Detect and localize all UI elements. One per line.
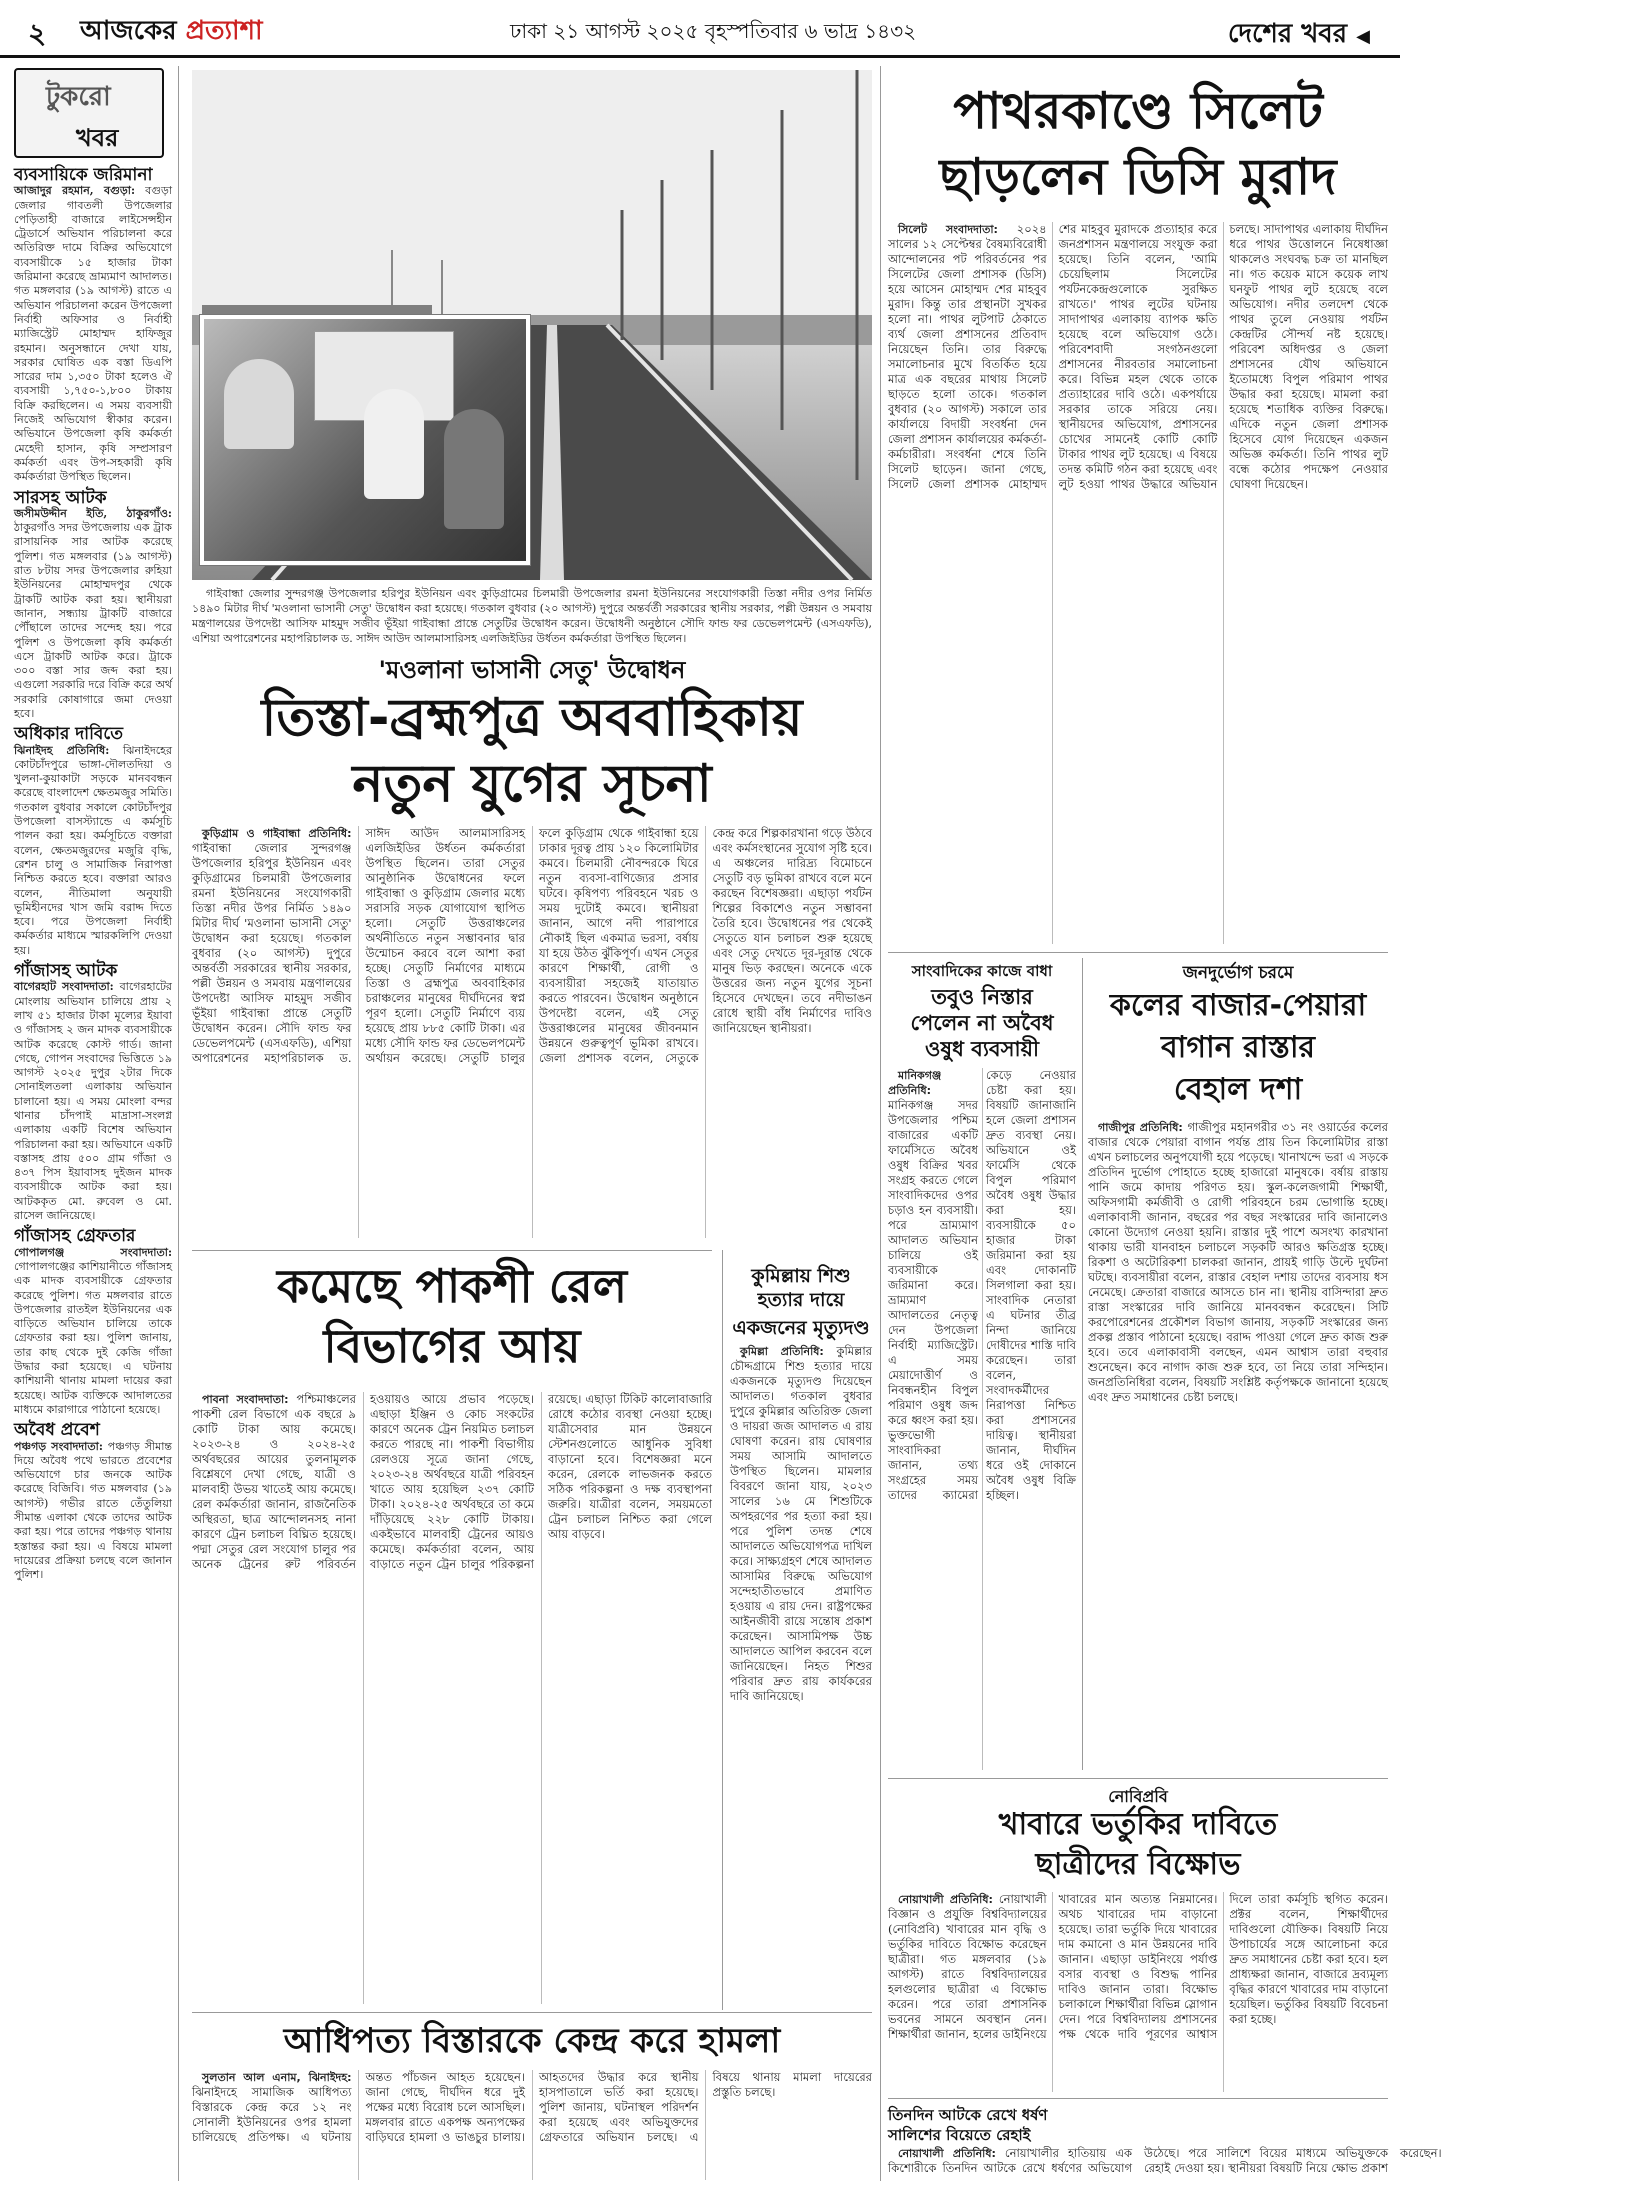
adhipatya-body — [192, 2070, 872, 2180]
section-name — [1228, 13, 1370, 57]
pathorkanda-text: ২০২৪ সালের ১২ সেপ্টেম্বর বৈষম্যবিরোধী আন্দোলনের পট পরিবর্তনের পর সিলেটের জেলা প্রশাসক (ডিসি) হয়ে আসেন মোহাম্মদ শের মাহবুব মুরাদ। কিন্তু তার প্রস্থানটা সুখকর হলো না। পাথর লুটপাট ঠেকাতে ব্যর্থ জেলা প্রশাসনের প্রতিবাদ নিয়েছেন তিনি। তার বিরুদ্ধে সমালোচনার মুখে বিতর্কিত হয়ে মাত্র এক বছরের মাথায় সিলেট ছাড়তে হলো তাকে। গতকাল বুধবার (২০ আগস্ট) সকালে তার কার্যালয়ে বিদায়ী সংবর্ধনা দেন জেলা প্রশাসন কার্যালয়ের কর্মকর্তা-কর্মচারীরা। সংবর্ধনা শেষে তিনি সিলেট ছাড়েন। জানা গেছে, সিলেট জেলা প্রশাসক মোহাম্মদ শের মাহবুব মুরাদকে প্রত্যাহার করে জনপ্রশাসন মন্ত্রণালয়ে সংযুক্ত করা হয়েছে। তিনি বলেন, 'আমি চেয়েছিলাম সিলেটের পর্যটনকেন্দ্রগুলোকে সুরক্ষিত রাখতে।' পাথর লুটের ঘটনায় সাদাপাথর এলাকায় ব্যাপক ক্ষতি হয়েছে বলে অভিযোগ ওঠে। পরিবেশবাদী সংগঠনগুলো প্রশাসনের নীরবতার সমালোচনা করে। বিভিন্ন মহল থেকে তাকে প্রত্যাহারের দাবি ওঠে। একপর্যায়ে সরকার তাকে সরিয়ে নেয়। স্থানীয়দের অভিযোগ, প্রশাসনের চোখের সামনেই কোটি কোটি টাকার পাথর লুট হয়েছে। এ বিষয়ে তদন্ত কমিটি গঠন করা হয়েছে এবং লুট হওয়া পাথর উদ্ধারে অভিযান চলছে। সাদাপাথর এলাকায় দীর্ঘদিন ধরে পাথর উত্তোলনে নিষেধাজ্ঞা থাকলেও সংঘবদ্ধ চক্র তা মানছিল না। গত কয়েক মাসে কয়েক লাখ ঘনফুট পাথর লুট হয়েছে বলে অভিযোগ। নদীর তলদেশ থেকে পাথর তুলে নেওয়ায় পর্যটন কেন্দ্রটির সৌন্দর্য নষ্ট হয়েছে। পরিবেশ অধিদপ্তর ও জেলা প্রশাসনের যৌথ অভিযানে ইতোমধ্যে বিপুল পরিমাণ পাথর উদ্ধার করা হয়েছে। মামলা করা হয়েছে শতাধিক ব্যক্তির বিরুদ্ধে। এদিকে নতুন জেলা প্রশাসক হিসেবে যোগ দিয়েছেন একজন অভিজ্ঞ কর্মকর্তা। তিনি পাথর লুট বন্ধে কঠোর পদক্ষেপ নেওয়ার ঘোষণা দিয়েছেন। — [888, 222, 1388, 491]
peyara-byline: গাজীপুর প্রতিনিধি: — [1098, 1121, 1183, 1134]
sidebar-item — [14, 1226, 172, 1417]
sidebar-item-title: ব্যবসায়িকে জরিমানা — [14, 165, 153, 185]
sidebar-item-title: সারসহ আটক — [14, 487, 107, 508]
page-number: ২ — [28, 17, 47, 50]
dharshan-headline-line1: তিনদিন আটকে রেখে ধর্ষণ — [888, 2106, 1048, 2124]
sidebar-item — [14, 724, 172, 958]
peyara-headline-line1: কলের বাজার-পেয়ারা — [1109, 988, 1367, 1023]
dharshan-body — [888, 2146, 1442, 2182]
sidebar-item-body: পঞ্চগড় সীমান্ত দিয়ে অবৈধ পথে ভারতে প্রবেশের অভিযোগে চার জনকে আটক করেছে বিজিবি। গত মঙ্গলবার (১৯ আগস্ট) গভীর রাতে তেঁতুলিয়া সীমান্ত এলাকা থেকে তাদের আটক করা হয়। পরে তাদের পঞ্চগড় থানায় হস্তান্তর করা হয়। এ বিষয়ে মামলা দায়েরের প্রক্রিয়া চলছে বলে জানান পুলিশ। — [14, 1439, 173, 1582]
inset-person — [444, 409, 504, 529]
sidebar-item-body: ঠাকুরগাঁও সদর উপজেলায় এক ট্রাক রাসায়নিক সার আটক করেছে পুলিশ। গত মঙ্গলবার (১৯ আগস্ট) রাত ৮টায় সদর উপজেলার রুহিয়া ইউনিয়নের মোহাম্মদপুর থেকে ট্রাকটি আটক করা হয়। স্থানীয়রা জানান, সন্ধ্যায় ট্রাকটি বাজারে পৌঁছালে তাদের সন্দেহ হয়। পরে পুলিশ ও উপজেলা কৃষি কর্মকর্তা এসে ট্রাকটি আটক করে। ট্রাকে ৩০০ বস্তা সার জব্দ করা হয়। এগুলো সরকারি দরে বিক্রি করে অর্থ সরকারি কোষাগারে জমা দেওয়া হবে। — [14, 521, 172, 720]
sidebar-item-byline: পঞ্চগড় সংবাদদাতা: — [14, 1439, 103, 1453]
lead-headline-line1: তিস্তা-ব্রহ্মপুত্র অববাহিকায় — [261, 688, 803, 748]
divider — [1082, 958, 1083, 1770]
comilla-text: কুমিল্লার চৌদ্দগ্রামে শিশু হত্যার দায়ে একজনকে মৃত্যুদণ্ড দিয়েছেন আদালত। গতকাল বুধবার দুপুরে কুমিল্লার অতিরিক্ত জেলা ও দায়রা জজ আদালত এ রায় ঘোষণা করেন। রায় ঘোষণার সময় আসামি আদালতে উপস্থিত ছিলেন। মামলার বিবরণে জানা যায়, ২০২৩ সালের ১৬ মে শিশুটিকে অপহরণের পর হত্যা করা হয়। পরে পুলিশ তদন্ত শেষে আদালতে অভিযোগপত্র দাখিল করে। সাক্ষ্যগ্রহণ শেষে আদালত আসামির বিরুদ্ধে অভিযোগ সন্দেহাতীতভাবে প্রমাণিত হওয়ায় এ রায় দেন। রাষ্ট্রপক্ষের আইনজীবী রায়ে সন্তোষ প্রকাশ করেছেন। আসামিপক্ষ উচ্চ আদালতে আপিল করবেন বলে জানিয়েছেন। নিহত শিশুর পরিবার দ্রুত রায় কার্যকরের দাবি জানিয়েছে। — [730, 1344, 872, 1703]
dharshan-byline: নোয়াখালী প্রতিনিধি: — [898, 2147, 996, 2160]
sidebar-item-byline: গোপালগঞ্জ সংবাদদাতা: — [14, 1245, 172, 1259]
sidebar-item — [14, 1420, 173, 1582]
sidebar-item-body: বগুড়া জেলার গাবতলী উপজেলার পেড়িতাহী বাজারে লাইসেন্সহীন ট্রেডার্সে অভিযান পরিচালনা করে অতিরিক্ত দামে বিক্রির অভিযোগে ব্যবসায়ীকে ১৫ হাজার টাকা জরিমানা করেছে ভ্রাম্যমাণ আদালত। গত মঙ্গলবার (১৯ আগস্ট) রাতে এ অভিযান পরিচালনা করেন উপজেলা নির্বাহী অফিসার ও নির্বাহী ম্যাজিস্ট্রেট মোহাম্মদ হাফিজুর রহমান। অনুসন্ধানে দেখা যায়, সরকার ঘোষিত এক বস্তা ডিএপি সারের দাম ১,৩৫০ টাকা হলেও ঐ ব্যবসায়ী ১,৭৫০-১,৮০০ টাকায় বিক্রি করছিলেন। এ সময় ব্যবসায়ী নিজেই অভিযোগ স্বীকার করেন। অভিযানে উপজেলা কৃষি কর্মকর্তা মেহেদী হাসান, কৃষি সম্প্রসারণ কর্মকর্তা এবং উপ-সহকারী কৃষি কর্মকর্তারা উপস্থিত ছিলেন। — [14, 184, 173, 484]
arrow-left-icon: ◀ — [1356, 26, 1370, 47]
newspaper-name — [80, 10, 263, 54]
sidebar-item-title: গাঁজাসহ আটক — [14, 961, 118, 982]
reporter-byline: মানিকগঞ্জ প্রতিনিধি: — [888, 1069, 942, 1097]
sidebar-item-byline: আজাদুর রহমান, বগুড়া: — [14, 184, 136, 198]
sidebar-item — [14, 961, 172, 1223]
divider — [722, 1250, 723, 2010]
peyara-headline-line3: বেহাল দশা — [1173, 1072, 1303, 1107]
photo-caption: গাইবান্ধা জেলার সুন্দরগঞ্জ উপজেলার হরিপুর ইউনিয়ন এবং কুড়িগ্রামের চিলমারী উপজেলার রমনা ইউনিয়নের সংযোগকারী তিস্তা নদীর ওপর নির্মিত ১৪৯০ মিটার দীর্ঘ 'মওলানা ভাসানী সেতু' উদ্বোধন করা হয়েছে। গতকাল বুধবার (২০ আগস্ট) দুপুরে অন্তর্বর্তী সরকারের স্থানীয় সরকার, পল্লী উন্নয়ন ও সমবায় মন্ত্রণালয়ের উপদেষ্টা আসিফ মাহমুদ সজীব ভূঁইয়া গাইবান্ধা প্রান্তে সেতুটির উদ্বোধন করেন। উদ্বোধনী অনুষ্ঠানে সৌদি ফান্ড ফর ডেভেলপমেন্ট (এসএফডি), এশিয়া অপারেশনের মহাপরিচালক ড. সাঈদ আউদ আলমাসারিসহ এলজিইডির উর্ধতন কর্মকর্তারা উপস্থিত ছিলেন। — [192, 587, 872, 645]
inset-person — [364, 389, 424, 499]
reporter-body — [888, 1068, 1076, 1770]
dharshan-text: নোয়াখালীর হাতিয়ায় এক কিশোরীকে তিনদিন আটকে রেখে ধর্ষণের অভিযোগ উঠেছে। পরে সালিশে বিয়ের মাধ্যমে অভিযুক্তকে রেহাই দেওয়া হয়। স্থানীয়রা বিষয়টি নিয়ে ক্ষোভ প্রকাশ করেছেন। — [888, 2146, 1442, 2175]
paksey-text: পশ্চিমাঞ্চলের পাকশী রেল বিভাগে এক বছরে ৯ কোটি টাকা আয় কমেছে। ২০২৩-২৪ ও ২০২৪-২৫ অর্থবছরের আয়ের তুলনামূলক বিশ্লেষণে দেখা গেছে, যাত্রী ও মালবাহী উভয় খাতেই আয় কমেছে। রেল কর্মকর্তারা জানান, রাজনৈতিক অস্থিরতা, ছাত্র আন্দোলনসহ নানা কারণে ট্রেন চলাচল বিঘ্নিত হয়েছে। পদ্মা সেতুর রেল সংযোগ চালুর পর অনেক ট্রেনের রুট পরিবর্তন হওয়ায়ও আয়ে প্রভাব পড়েছে। এছাড়া ইঞ্জিন ও কোচ সংকটের কারণে অনেক ট্রেন নিয়মিত চলাচল করতে পারছে না। পাকশী বিভাগীয় রেলওয়ে সূত্রে জানা গেছে, ২০২৩-২৪ অর্থবছরে যাত্রী পরিবহন খাতে আয় হয়েছিল ২৩৭ কোটি টাকা। ২০২৪-২৫ অর্থবছরে তা কমে দাঁড়িয়েছে ২২৮ কোটি টাকায়। একইভাবে মালবাহী ট্রেনের আয়ও কমেছে। কর্মকর্তারা বলেন, আয় বাড়াতে নতুন ট্রেন চালুর পরিকল্পনা রয়েছে। এছাড়া টিকিট কালোবাজারি রোধে কঠোর ব্যবস্থা নেওয়া হচ্ছে। যাত্রীসেবার মান উন্নয়নে স্টেশনগুলোতে আধুনিক সুবিধা বাড়ানো হবে। বিশেষজ্ঞরা মনে করেন, রেলকে লাভজনক করতে সঠিক পরিকল্পনা ও দক্ষ ব্যবস্থাপনা জরুরি। যাত্রীরা বলেন, সময়মতো ট্রেন চলাচল নিশ্চিত করা গেলে আয় বাড়বে। — [192, 1392, 712, 1571]
newspaper-name-part2: প্রত্যাশা — [185, 16, 263, 46]
inset-person — [224, 359, 294, 449]
reporter-headline-line2: পেলেন না অবৈধ — [910, 1011, 1054, 1035]
peyara-text: গাজীপুর মহানগরীর ৩১ নং ওয়ার্ডের কলের বাজার থেকে পেয়ারা বাগান পর্যন্ত প্রায় তিন কিলোমিটার রাস্তা এখন চলাচলের অনুপযোগী হয়ে পড়েছে। খানাখন্দে ভরা এ সড়কে প্রতিদিন দুর্ভোগ পোহাতে হচ্ছে হাজারো মানুষকে। বর্ষায় রাস্তায় পানি জমে কাদায় পরিণত হয়। স্কুল-কলেজগামী শিক্ষার্থী, অফিসগামী কর্মজীবী ও রোগী পরিবহনে চরম ভোগান্তি হচ্ছে। এলাকাবাসী জানান, বছরের পর বছর সংস্কারের দাবি জানালেও কোনো উদ্যোগ নেওয়া হয়নি। রাস্তার দুই পাশে অসংখ্য কারখানা থাকায় ভারী যানবাহন চলাচলে সড়কটি আরও ক্ষতিগ্রস্ত হচ্ছে। রিকশা ও অটোরিকশা চালকরা জানান, প্রায়ই গাড়ি উল্টে দুর্ঘটনা ঘটছে। ব্যবসায়ীরা বলেন, রাস্তার বেহাল দশায় তাদের ব্যবসায় ধস নেমেছে। ক্রেতারা বাজারে আসতে চান না। স্থানীয় বাসিন্দারা দ্রুত রাস্তা সংস্কারের দাবি জানিয়ে মানববন্ধন করেছেন। সিটি করপোরেশনের প্রকৌশল বিভাগ জানায়, সড়কটি সংস্কারের জন্য প্রকল্প প্রস্তাব পাঠানো হয়েছে। বরাদ্দ পাওয়া গেলে দ্রুত কাজ শুরু হবে। তবে এলাকাবাসী বলছেন, এমন আশ্বাস তারা বহুবার শুনেছেন। কবে নাগাদ কাজ শুরু হবে, তা নিয়ে তারা সন্দিহান। জনপ্রতিনিধিরা বলেন, বিষয়টি সংশ্লিষ্ট কর্তৃপক্ষকে জানানো হয়েছে এবং দ্রুত সমাধানের চেষ্টা চলছে। — [1088, 1120, 1388, 1404]
sidebar-item-byline: ঝিনাইদহ প্রতিনিধি: — [14, 743, 110, 757]
lead-headline-line2: নতুন যুগের সূচনা — [352, 754, 712, 814]
peyara-headline-line2: বাগান রাস্তার — [1160, 1030, 1316, 1065]
divider — [192, 2012, 872, 2013]
dharshan-headline-line2: সালিশের বিয়েতে রেহাই — [888, 2126, 1031, 2144]
sidebar-item-title: অবৈধ প্রবেশ — [14, 1420, 100, 1441]
paksey-body — [192, 1392, 712, 2004]
inset-photo — [200, 315, 530, 565]
sidebar-news — [14, 162, 172, 2182]
lead-story-byline: কুড়িগ্রাম ও গাইবান্ধা প্রতিনিধি: — [202, 827, 352, 840]
comilla-kicker-line1: কুমিল্লায় শিশু — [751, 1265, 851, 1287]
divider — [880, 66, 881, 2181]
paksey-headline-line1: কমেছে পাকশী রেল — [277, 1259, 627, 1313]
comilla-body — [730, 1344, 872, 2004]
pathorkanda-headline-line2: ছাড়লেন ডিসি মুরাদ — [939, 148, 1337, 206]
sidebar-item — [14, 165, 173, 485]
dateline: ঢাকা ২১ আগস্ট ২০২৫ বৃহস্পতিবার ৬ ভাদ্র ১৪৩২ — [510, 19, 917, 43]
students-byline: নোয়াখালী প্রতিনিধি: — [898, 1893, 993, 1906]
reporter-text: মানিকগঞ্জ সদর উপজেলার পশ্চিম বাজারের একটি ফার্মেসিতে অবৈধ ওষুধ বিক্রির খবর সংগ্রহ করতে গেলে সাংবাদিকদের ওপর চড়াও হন ব্যবসায়ী। পরে ভ্রাম্যমাণ আদালত অভিযান চালিয়ে ওই ব্যবসায়ীকে জরিমানা করে। ভ্রাম্যমাণ আদালতের নেতৃত্ব দেন উপজেলা নির্বাহী ম্যাজিস্ট্রেট। এ সময় মেয়াদোত্তীর্ণ ও নিবন্ধনহীন বিপুল পরিমাণ ওষুধ জব্দ করে ধ্বংস করা হয়। ভুক্তভোগী সাংবাদিকরা জানান, তথ্য সংগ্রহের সময় তাদের ক্যামেরা কেড়ে নেওয়ার চেষ্টা করা হয়। বিষয়টি জানাজানি হলে জেলা প্রশাসন দ্রুত ব্যবস্থা নেয়। অভিযানে ওই ফার্মেসি থেকে বিপুল পরিমাণ অবৈধ ওষুধ উদ্ধার করা হয়। ব্যবসায়ীকে ৫০ হাজার টাকা জরিমানা করা হয় এবং দোকানটি সিলগালা করা হয়। সাংবাদিক নেতারা এ ঘটনার তীব্র নিন্দা জানিয়ে দোষীদের শাস্তি দাবি করেছেন। তারা বলেন, সংবাদকর্মীদের নিরাপত্তা নিশ্চিত করা প্রশাসনের দায়িত্ব। স্থানীয়রা জানান, দীর্ঘদিন ধরে ওই দোকানে অবৈধ ওষুধ বিক্রি হচ্ছিল। — [888, 1068, 1076, 1502]
section-label: দেশের খবর — [1227, 19, 1348, 49]
divider — [888, 1778, 1388, 1779]
pathorkanda-body — [888, 222, 1388, 944]
lead-story-text: গাইবান্ধা জেলার সুন্দরগঞ্জ উপজেলার হরিপুর ইউনিয়ন এবং কুড়িগ্রামের চিলমারী উপজেলার রমনা ইউনিয়নের সংযোগকারী তিস্তা নদীর উপর নির্মিত ১৪৯০ মিটার দীর্ঘ 'মওলানা ভাসানী সেতু' উদ্বোধন করা হয়েছে। গতকাল বুধবার (২০ আগস্ট) দুপুরে অন্তর্বর্তী সরকারের স্থানীয় সরকার, পল্লী উন্নয়ন ও সমবায় মন্ত্রণালয়ের উপদেষ্টা আসিফ মাহমুদ সজীব ভূঁইয়া গাইবান্ধা প্রান্তে সেতুটি উদ্বোধন করেন। সৌদি ফান্ড ফর ডেভেলপমেন্ট (এসএফডি), এশিয়া অপারেশনের মহাপরিচালক ড. সাঈদ আউদ আলমাসারিসহ এলজিইডির উর্ধতন কর্মকর্তারা উপস্থিত ছিলেন। তারা সেতুর আনুষ্ঠানিক উদ্বোধনের ফলে গাইবান্ধা ও কুড়িগ্রাম জেলার মধ্যে সরাসরি সড়ক যোগাযোগ স্থাপিত হলো। সেতুটি উত্তরাঞ্চলের অর্থনীতিতে নতুন সম্ভাবনার দ্বার উন্মোচন করবে বলে আশা করা হচ্ছে। সেতুটি নির্মাণের মাধ্যমে তিস্তা ও ব্রহ্মপুত্র অববাহিকার চরাঞ্চলের মানুষের দীর্ঘদিনের স্বপ্ন পূরণ হলো। সেতুটি নির্মাণে ব্যয় হয়েছে প্রায় ৮৮৫ কোটি টাকা। এর মধ্যে সৌদি ফান্ড ফর ডেভেলপমেন্ট অর্থায়ন করেছে। সেতুটি চালুর ফলে কুড়িগ্রাম থেকে গাইবান্ধা হয়ে ঢাকার দূরত্ব প্রায় ১২০ কিলোমিটার কমবে। চিলমারী নৌবন্দরকে ঘিরে নতুন ব্যবসা-বাণিজ্যের প্রসার ঘটবে। কৃষিপণ্য পরিবহনে খরচ ও সময় দুটোই কমবে। স্থানীয়রা জানান, আগে নদী পারাপারে নৌকাই ছিল একমাত্র ভরসা, বর্ষায় যা হয়ে উঠত ঝুঁকিপূর্ণ। এখন সেতুর কারণে শিক্ষার্থী, রোগী ও ব্যবসায়ীরা সহজেই যাতায়াত করতে পারবেন। উদ্বোধন অনুষ্ঠানে উপদেষ্টা বলেন, এই সেতু উত্তরাঞ্চলের মানুষের জীবনমান উন্নয়নে গুরুত্বপূর্ণ ভূমিকা রাখবে। জেলা প্রশাসক বলেন, সেতুকে কেন্দ্র করে শিল্পকারখানা গড়ে উঠবে এবং কর্মসংস্থানের সুযোগ সৃষ্টি হবে। এ অঞ্চলের দারিদ্র্য বিমোচনে সেতুটি বড় ভূমিকা রাখবে বলে মনে করছেন বিশেষজ্ঞরা। এছাড়া পর্যটন শিল্পের বিকাশেও নতুন সম্ভাবনা তৈরি হবে। উদ্বোধনের পর থেকেই সেতুতে যান চলাচল শুরু হয়েছে এবং সেতু দেখতে দূর-দূরান্ত থেকে মানুষ ভিড় করছেন। অনেকে একে উত্তরের জন্য নতুন যুগের সূচনা হিসেবে দেখছেন। তবে নদীভাঙন রোধে স্থায়ী বাঁধ নির্মাণের দাবিও জানিয়েছেন স্থানীয়রা। — [192, 826, 872, 1065]
divider — [192, 1250, 712, 1251]
students-headline-line2: ছাত্রীদের বিক্ষোভ — [1035, 1847, 1241, 1882]
divider — [888, 952, 1388, 953]
paksey-headline-line2: বিভাগের আয় — [323, 1319, 581, 1373]
sidebar-item-title: গাঁজাসহ গ্রেফতার — [14, 1226, 136, 1247]
lead-kicker: 'মওলানা ভাসানী সেতু' উদ্বোধন — [378, 656, 686, 684]
students-body — [888, 1892, 1388, 2092]
sidebar-divider — [178, 66, 179, 2181]
peyara-body — [1088, 1120, 1388, 1770]
comilla-byline: কুমিল্লা প্রতিনিধি: — [740, 1345, 824, 1358]
divider — [888, 2098, 1388, 2099]
adhipatya-text: ঝিনাইদহে সামাজিক আধিপত্য বিস্তারকে কেন্দ্র করে ১২ নং সোনালী ইউনিয়নের ওপর হামলা চালিয়েছে প্রতিপক্ষ। এ ঘটনায় অন্তত পাঁচজন আহত হয়েছেন। জানা গেছে, দীর্ঘদিন ধরে দুই পক্ষের মধ্যে বিরোধ চলে আসছিল। মঙ্গলবার রাতে একপক্ষ অন্যপক্ষের বাড়িঘরে হামলা ও ভাঙচুর চালায়। আহতদের উদ্ধার করে স্থানীয় হাসপাতালে ভর্তি করা হয়েছে। পুলিশ জানায়, ঘটনাস্থল পরিদর্শন করা হয়েছে এবং অভিযুক্তদের গ্রেফতারে অভিযান চলছে। এ বিষয়ে থানায় মামলা দায়েরের প্রস্তুতি চলছে। — [192, 2070, 872, 2144]
bridge-photo — [192, 70, 872, 580]
pathorkanda-headline-line1: পাথরকাণ্ডে সিলেট — [953, 82, 1323, 140]
pathorkanda-byline: সিলেট সংবাদদাতা: — [898, 223, 998, 236]
sidebar-item-byline: বাগেরহাট সংবাদদাতা: — [14, 980, 114, 994]
adhipatya-headline: আধিপত্য বিস্তারকে কেন্দ্র করে হামলা — [283, 2021, 781, 2061]
students-kicker: নোবিপ্রবি — [1108, 1787, 1168, 1806]
sidebar-item-byline: জসীমউদ্দীন ইতি, ঠাকুরগাঁও: — [14, 506, 172, 520]
adhipatya-byline: সুলতান আল এনাম, ঝিনাইদহ: — [202, 2071, 352, 2084]
sidebar-item-body: বাগেরহাটের মোংলায় অভিযান চালিয়ে প্রায় ২ লাখ ৫১ হাজার টাকা মূল্যের ইয়াবা ও গাঁজাসহ ২ জন মাদক ব্যবসায়ীকে আটক করেছে কোস্ট গার্ড। জানা গেছে, গোপন সংবাদের ভিত্তিতে ১৯ আগস্ট ২০২৫ দুপুর ২টার দিকে সোনাইলতলা এলাকায় অভিযান চালানো হয়। এ সময় মোংলা বন্দর থানার চাঁদপাই মাদ্রাসা-সংলগ্ন এলাকায় একটি বিশেষ অভিযান পরিচালনা করা হয়। অভিযানে একটি বস্তাসহ প্রায় ৫০০ গ্রাম গাঁজা ও ৪৩৭ পিস ইয়াবাসহ দুইজন মাদক ব্যবসায়ীকে আটক করা হয়। আটককৃত মো. রুবেল ও মো. রাসেল জানিয়েছে। — [14, 980, 172, 1223]
paksey-byline: পাবনা সংবাদদাতা: — [202, 1393, 289, 1406]
comilla-kicker-line2: হত্যার দায়ে — [757, 1289, 845, 1311]
reporter-headline-line1: তবুও নিস্তার — [931, 985, 1033, 1009]
students-text: নোয়াখালী বিজ্ঞান ও প্রযুক্তি বিশ্ববিদ্যালয়ের (নোবিপ্রবি) খাবারের মান বৃদ্ধি ও ভর্তুকির দাবিতে বিক্ষোভ করেছেন ছাত্রীরা। গত মঙ্গলবার (১৯ আগস্ট) রাতে বিশ্ববিদ্যালয়ের হলগুলোর ছাত্রীরা এ বিক্ষোভ করেন। পরে তারা প্রশাসনিক ভবনের সামনে অবস্থান নেন। শিক্ষার্থীরা জানান, হলের ডাইনিংয়ে খাবারের মান অত্যন্ত নিম্নমানের। অথচ খাবারের দাম বাড়ানো হয়েছে। তারা ভর্তুকি দিয়ে খাবারের দাম কমানো ও মান উন্নয়নের দাবি জানান। এছাড়া ডাইনিংয়ে পর্যাপ্ত বসার ব্যবস্থা ও বিশুদ্ধ পানির দাবিও জানান তারা। বিক্ষোভ চলাকালে শিক্ষার্থীরা বিভিন্ন স্লোগান দেন। পরে বিশ্ববিদ্যালয় প্রশাসনের পক্ষ থেকে দাবি পূরণের আশ্বাস দিলে তারা কর্মসূচি স্থগিত করেন। প্রক্টর বলেন, শিক্ষার্থীদের দাবিগুলো যৌক্তিক। বিষয়টি নিয়ে উপাচার্যের সঙ্গে আলোচনা করে দ্রুত সমাধানের চেষ্টা করা হবে। হল প্রাধ্যক্ষরা জানান, বাজারে দ্রব্যমূল্য বৃদ্ধির কারণে খাবারের দাম বাড়ানো হয়েছিল। ভর্তুকির বিষয়টি বিবেচনা করা হচ্ছে। — [888, 1892, 1388, 2041]
reporter-kicker: সাংবাদিকের কাজে বাধা — [911, 962, 1053, 980]
newspaper-name-part1: আজকের — [80, 16, 186, 46]
reporter-headline-line3: ওষুধ ব্যবসায়ী — [925, 1037, 1039, 1061]
comilla-headline: একজনের মৃত্যুদণ্ড — [732, 1317, 870, 1339]
sidebar-item-body: গোপালগঞ্জের কাশিয়ানীতে গাঁজাসহ এক মাদক ব্যবসায়ীকে গ্রেফতার করেছে পুলিশ। গত মঙ্গলবার রাতে উপজেলার রাতইল ইউনিয়নের এক বাড়িতে অভিযান চালিয়ে তাকে গ্রেফতার করা হয়। পুলিশ জানায়, তার কাছ থেকে দুই কেজি গাঁজা উদ্ধার করা হয়েছে। এ ঘটনায় কাশিয়ানী থানায় মামলা দায়ের করা হয়েছে। আটক ব্যক্তিকে আদালতের মাধ্যমে কারাগারে পাঠানো হয়েছে। — [14, 1259, 172, 1416]
lead-story-body — [192, 826, 872, 1238]
sidebar-item — [14, 487, 172, 722]
peyara-kicker: জনদুর্ভোগ চরমে — [1182, 963, 1294, 983]
sidebar-logo-line2: খবর — [76, 124, 119, 152]
students-headline-line1: খাবারে ভর্তুকির দাবিতে — [998, 1807, 1278, 1842]
sidebar-item-body: ঝিনাইদহের কোটচাঁদপুরে ভাঙ্গা-দৌলতদিয়া ও খুলনা-কুয়াকাটা সড়কে মানববন্ধন করেছে বাংলাদেশ ক্ষেতমজুর সমিতি। গতকাল বুধবার সকালে কোটচাঁদপুর উপজেলা বাসস্ট্যান্ডে এ কর্মসূচি পালন করা হয়। কর্মসূচিতে বক্তারা বলেন, ক্ষেতমজুরদের মজুরি বৃদ্ধি, রেশন চালু ও সামাজিক নিরাপত্তা নিশ্চিত করতে হবে। বক্তারা আরও বলেন, নীতিমালা অনুযায়ী ভূমিহীনদের খাস জমি বরাদ্দ দিতে হবে। পরে উপজেলা নির্বাহী কর্মকর্তার মাধ্যমে স্মারকলিপি দেওয়া হয়। — [14, 743, 172, 957]
sidebar-logo — [14, 68, 164, 158]
sidebar-item-title: অধিকার দাবিতে — [14, 724, 123, 745]
masthead — [0, 0, 1400, 58]
sidebar-logo-line1: টুকরো — [46, 82, 111, 112]
